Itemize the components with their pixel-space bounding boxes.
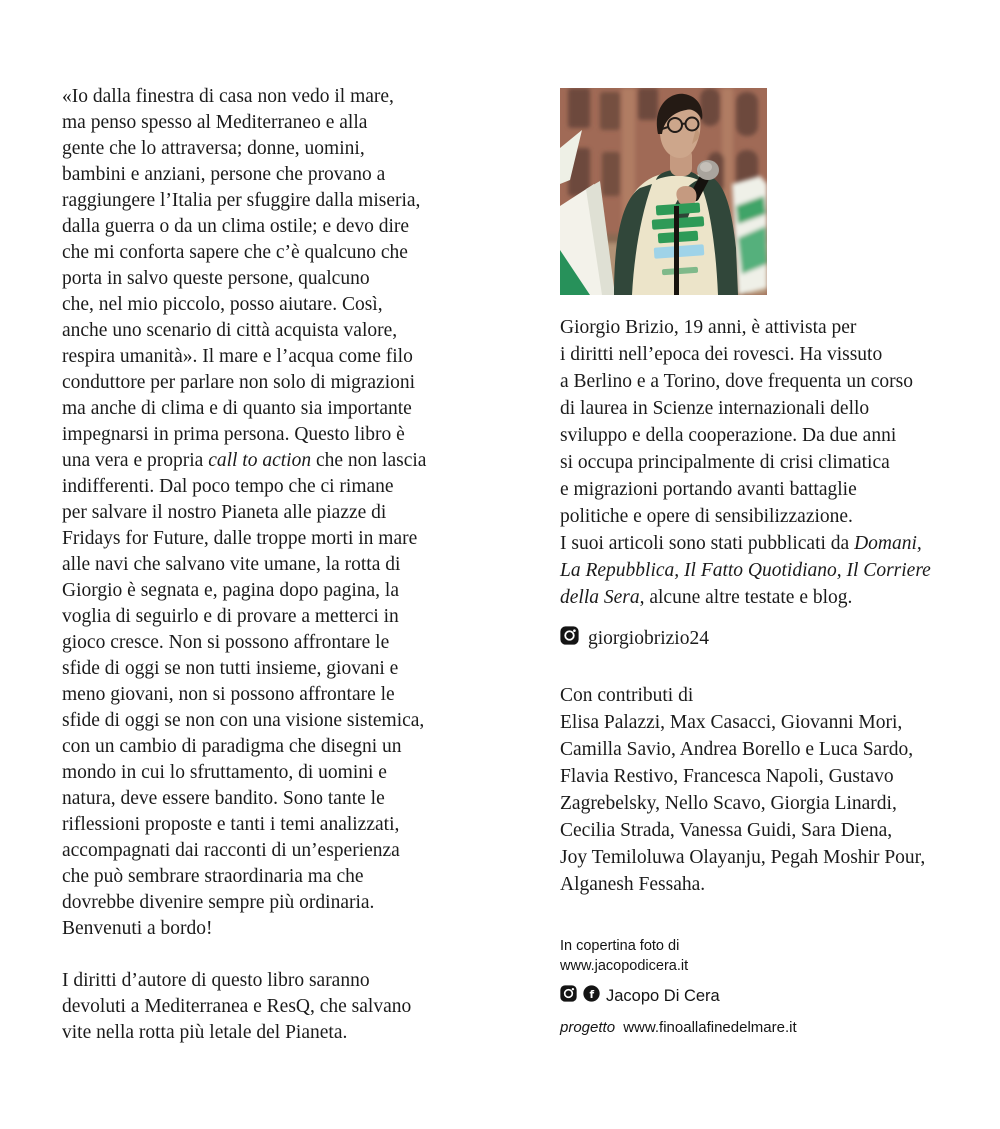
text-line: voglia di seguirlo e di provare a metterci in <box>62 606 399 627</box>
contributors <box>560 682 985 898</box>
text-line: Benvenuti a bordo! <box>62 918 213 939</box>
text-line: accompagnati dai racconti di un’esperienza <box>62 840 400 861</box>
author-photo-illustration <box>560 88 767 295</box>
text-line: impegnarsi in prima persona. Questo libro è <box>62 424 405 445</box>
text-line: «Io dalla finestra di casa non vedo il mare, <box>62 86 394 107</box>
text-line: porta in salvo queste persone, qualcuno <box>62 268 370 289</box>
author-bio <box>560 314 985 611</box>
text-line: conduttore per parlare non solo di migrazioni <box>62 372 416 393</box>
text-line: che mi conforta sapere che c’è qualcuno che <box>62 242 408 263</box>
instagram-icon <box>560 985 577 1007</box>
author-column <box>560 88 985 1037</box>
text-line: meno giovani, non si possono affrontare le <box>62 684 395 705</box>
text-line: Elisa Palazzi, Max Casacci, Giovanni Mori, <box>560 712 903 733</box>
text-line: della Sera, alcune altre testate e blog. <box>560 587 853 608</box>
text-line: Camilla Savio, Andrea Borello e Luca Sardo, <box>560 739 914 760</box>
cover-credit-text: In copertina foto di <box>560 938 680 954</box>
description-column <box>62 84 492 1046</box>
text-line: respira umanità». Il mare e l’acqua come filo <box>62 346 413 367</box>
text-line: gioco cresce. Non si possono affrontare le <box>62 632 390 653</box>
instagram-icon <box>560 626 579 652</box>
text-line: sfide di oggi se non con una visione sistemica, <box>62 710 425 731</box>
author-photo <box>560 88 767 295</box>
cover-photo-credit <box>560 937 985 976</box>
text-line: una vera e propria call to action che non lascia <box>62 450 427 471</box>
text-line: Con contributi di <box>560 685 694 706</box>
text-line: devoluti a Mediterranea e ResQ, che salvano <box>62 996 412 1017</box>
photographer-name: Jacopo Di Cera <box>606 987 720 1005</box>
text-line: ma penso spesso al Mediterraneo e alla <box>62 112 368 133</box>
text-line: bambini e anziani, persone che provano a <box>62 164 386 185</box>
text-line: raggiungere l’Italia per sfuggire dalla miseria, <box>62 190 421 211</box>
description-paragraph-1 <box>62 84 492 942</box>
text-line: riflessioni proposte e tanti i temi analizzati, <box>62 814 400 835</box>
text-line: politiche e opere di sensibilizzazione. <box>560 506 853 527</box>
project-url[interactable]: www.finoallafinedelmare.it <box>623 1019 797 1036</box>
text-line: sviluppo e della cooperazione. Da due anni <box>560 425 897 446</box>
text-line: i diritti nell’epoca dei rovesci. Ha vissuto <box>560 344 883 365</box>
text-line: Flavia Restivo, Francesca Napoli, Gustavo <box>560 766 894 787</box>
text-line: gente che lo attraversa; donne, uomini, <box>62 138 365 159</box>
text-line: con un cambio di paradigma che disegni un <box>62 736 402 757</box>
text-line: I suoi articoli sono stati pubblicati da Domani, <box>560 533 922 554</box>
text-line: dovrebbe divenire sempre più ordinaria. <box>62 892 375 913</box>
text-line: si occupa principalmente di crisi climatica <box>560 452 890 473</box>
text-line: di laurea in Scienze internazionali dello <box>560 398 870 419</box>
text-line: I diritti d’autore di questo libro saranno <box>62 970 370 991</box>
svg-text:f: f <box>589 987 595 1001</box>
cover-credit-url[interactable]: www.jacopodicera.it <box>560 957 689 974</box>
photographer-credit-row <box>560 985 985 1007</box>
text-line: vite nella rotta più letale del Pianeta. <box>62 1022 348 1043</box>
project-label: progetto <box>560 1019 616 1036</box>
text-line: Fridays for Future, dalle troppe morti in mare <box>62 528 418 549</box>
instagram-handle-row[interactable] <box>560 626 985 652</box>
project-credit-row <box>560 1018 985 1037</box>
text-line: Joy Temiloluwa Olayanju, Pegah Moshir Pour, <box>560 847 926 868</box>
facebook-icon <box>583 985 600 1007</box>
text-line: e migrazioni portando avanti battaglie <box>560 479 857 500</box>
text-line: che, nel mio piccolo, posso aiutare. Così, <box>62 294 383 315</box>
text-line: per salvare il nostro Pianeta alle piazze di <box>62 502 387 523</box>
text-line: anche uno scenario di città acquista valore, <box>62 320 398 341</box>
text-line: dalla guerra o da un clima ostile; e devo dire <box>62 216 410 237</box>
text-line: alle navi che salvano vite umane, la rotta di <box>62 554 401 575</box>
instagram-handle: giorgiobrizio24 <box>588 628 709 649</box>
text-line: ma anche di clima e di quanto sia importante <box>62 398 412 419</box>
text-line: indifferenti. Dal poco tempo che ci rimane <box>62 476 394 497</box>
text-line: mondo in cui lo sfruttamento, di uomini e <box>62 762 387 783</box>
text-line: La Repubblica, Il Fatto Quotidiano, Il Corriere <box>560 560 931 581</box>
text-line: Alganesh Fessaha. <box>560 874 706 895</box>
text-line: Cecilia Strada, Vanessa Guidi, Sara Diena, <box>560 820 893 841</box>
text-line: Giorgio è segnata e, pagina dopo pagina, la <box>62 580 399 601</box>
text-line: natura, deve essere bandito. Sono tante le <box>62 788 385 809</box>
text-line: che può sembrare straordinaria ma che <box>62 866 364 887</box>
text-line: Giorgio Brizio, 19 anni, è attivista per <box>560 317 857 338</box>
text-line: sfide di oggi se non tutti insieme, giovani e <box>62 658 399 679</box>
description-paragraph-2 <box>62 968 492 1046</box>
text-line: a Berlino e a Torino, dove frequenta un corso <box>560 371 913 392</box>
text-line: Zagrebelsky, Nello Scavo, Giorgia Linardi, <box>560 793 897 814</box>
credits-block <box>560 937 985 1037</box>
